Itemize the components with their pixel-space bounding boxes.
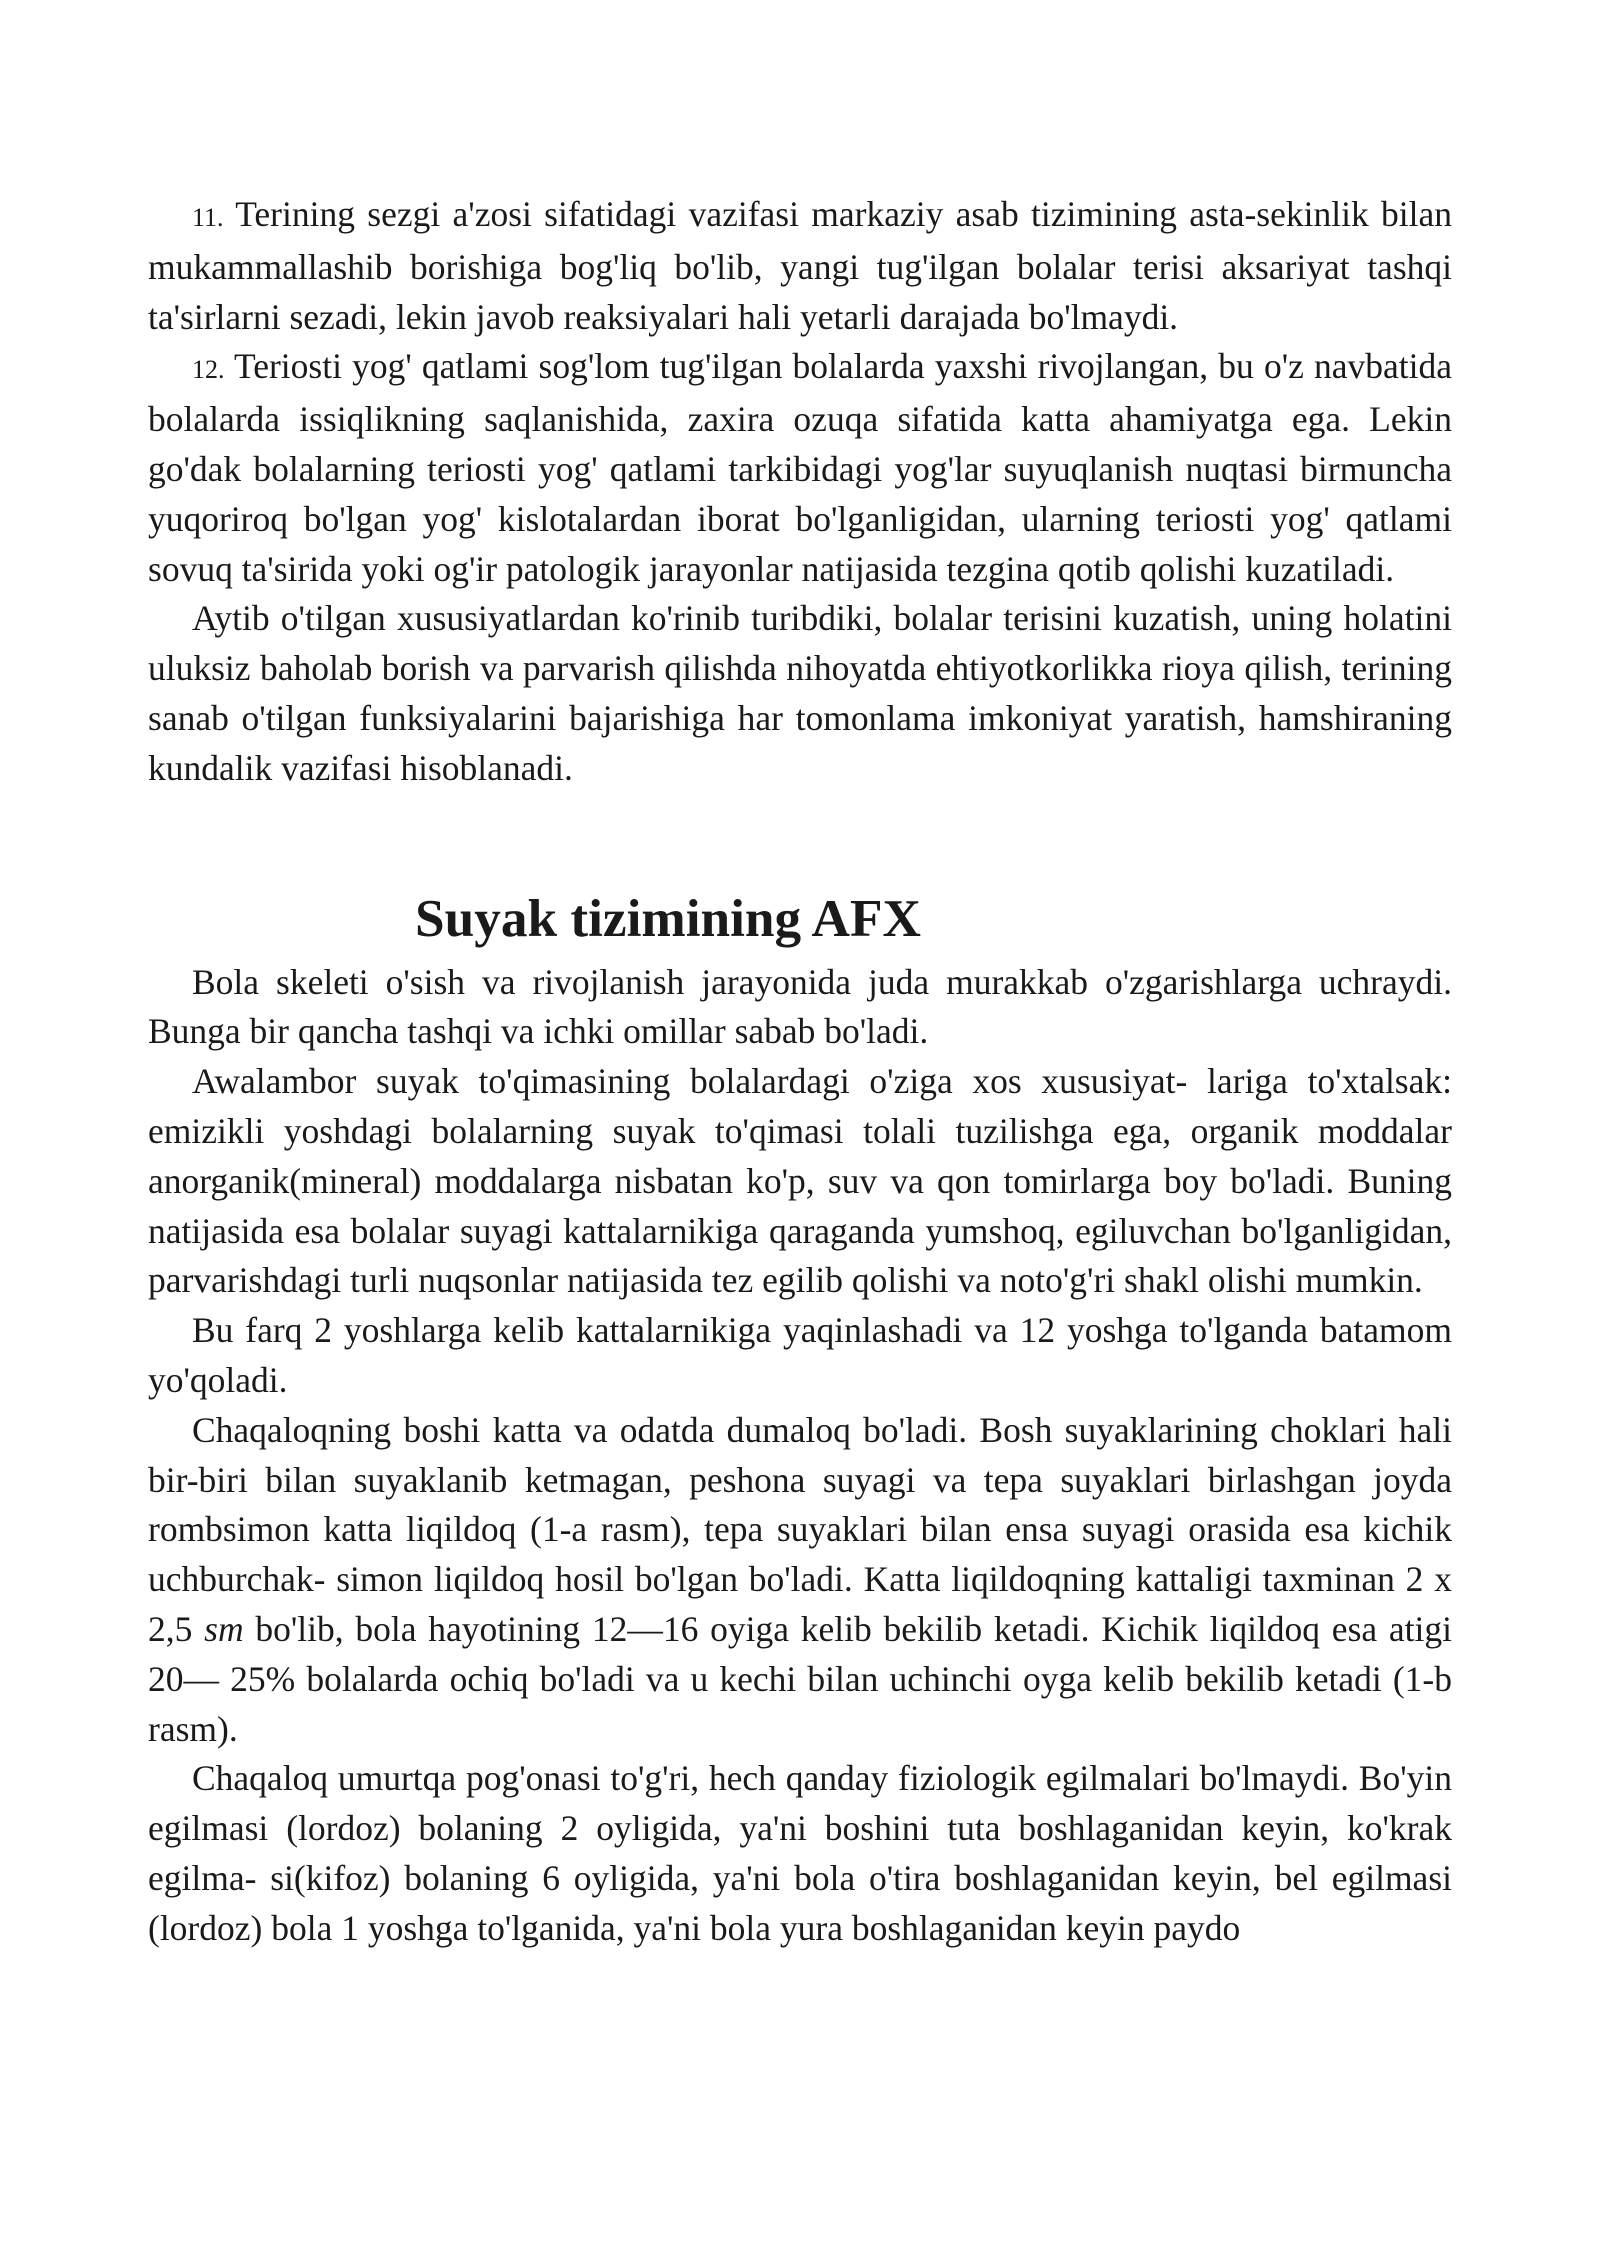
section-spacer: [148, 794, 1452, 894]
item-number: 12.: [192, 355, 225, 385]
item-text: Teriosti yog' qatlami sog'lom tug'ilgan bolalarda yaxshi rivojlangan, bu o'z navbatida bolalarda issiqlikning saqlanishida, zaxira ozuqa sifatida katta ahamiyatga ega. Lekin go'dak bolalarning teriosti yog' qatlami tarkibidagi yog'lar suyuqlanish nuqtasi birmuncha yuqoriroq bo'lgan yog' kislotalardan iborat bo'lganligidan, ularning teriosti yog' qatlami sovuq ta'sirida yoki og'ir patologik jarayonlar natijasida tezgina qotib qolishi kuzatiladi.: [148, 346, 1452, 589]
skull-paragraph: [148, 1406, 1452, 1755]
list-item: [148, 342, 1452, 594]
list-item: [148, 190, 1452, 342]
unit-sm: sm: [204, 1608, 244, 1649]
spine-paragraph: Chaqaloq umurtqa pog'onasi to'g'ri, hech qanday fiziologik egilmalari bo'lmaydi. Bo'yin egilmasi (lordoz) bolaning 2 oyligida, ya'ni boshini tuta boshlaganidan keyin, ko'krak egilma- si(kifoz) bolaning 6 oyligida, ya'ni bola o'tira boshlaganidan keyin, bel egilmasi (lordoz) bola 1 yoshga to'lganida, ya'ni bola yura boshlaganidan keyin paydo: [148, 1758, 1452, 1948]
body-paragraph: Bu farq 2 yoshlarga kelib kattalarnikiga yaqinlashadi va 12 yoshga to'lganda batamom yo'qoladi.: [148, 1310, 1452, 1400]
document-page: [148, 190, 1452, 1954]
skull-text-after: bo'lib, bola hayotining 12—16 oyiga kelib bekilib ketadi. Kichik liqildoq esa atigi 20— 25% bolalarda ochiq bo'ladi va u kechi bilan uchinchi oyga kelib bekilib ketadi (1-b rasm).: [148, 1608, 1452, 1749]
body-paragraph: Bola skeleti o'sish va rivojlanish jarayonida juda murakkab o'zgarishlarga uchraydi. Bunga bir qancha tashqi va ichki omillar sabab bo'ladi.: [148, 961, 1452, 1052]
section-heading: Suyak tizimining AFX: [415, 888, 921, 948]
item-number: 11.: [192, 203, 224, 232]
item-text: Terining sezgi a'zosi sifatidagi vazifasi markaziy asab tizimining asta-sekinlik bilan mukammallashib borishiga bog'liq bo'lib, yangi tug'ilgan bolalar terisi aksariyat tashqi ta'sirlarni sezadi, lekin javob reaksiyalari hali yetarli darajada bo'lmaydi.: [148, 194, 1453, 337]
skull-text-before: Chaqaloqning boshi katta va odatda dumaloq bo'ladi. Bosh suyaklarining choklari hali bir-biri bilan suyaklanib ketmagan, peshona suyagi va tepa suyaklari birlashgan joyda rombsimon katta liqildoq (1-a rasm), tepa suyaklari bilan ensa suyagi orasida esa kichik uchburchak- simon liqildoq hosil bo'lgan bo'ladi. Katta liqildoqning kattaligi taxminan 2 x 2,5: [148, 1409, 1452, 1649]
body-paragraph: Awalambor suyak to'qimasining bolalardagi o'ziga xos xususiyat- lariga to'xtalsak: emizikli yoshdagi bolalarning suyak to'qimasi tolali tuzilishga ega, organik moddalar anorganik(mineral) moddalarga nisbatan ko'p, suv va qon tomirlarga boy bo'ladi. Buning natijasida esa bolalar suyagi kattalarnikiga qaraganda yumshoq, egiluvchan bo'lganligidan, parvarishdagi turli nuqsonlar natijasida tez egilib qolishi va noto'g'ri shakl olishi mumkin.: [148, 1061, 1452, 1301]
conclusion-paragraph: Aytib o'tilgan xususiyatlardan ko'rinib turibdiki, bolalar terisini kuzatish, uning holatini uluksiz baholab borish va parvarish qilishda nihoyatda ehtiyotkorlikka rioya qilish, terining sanab o'tilgan funksiyalarini bajarishiga har tomonlama imkoniyat yaratish, hamshiraning kundalik vazifasi hisoblanadi.: [148, 598, 1452, 788]
